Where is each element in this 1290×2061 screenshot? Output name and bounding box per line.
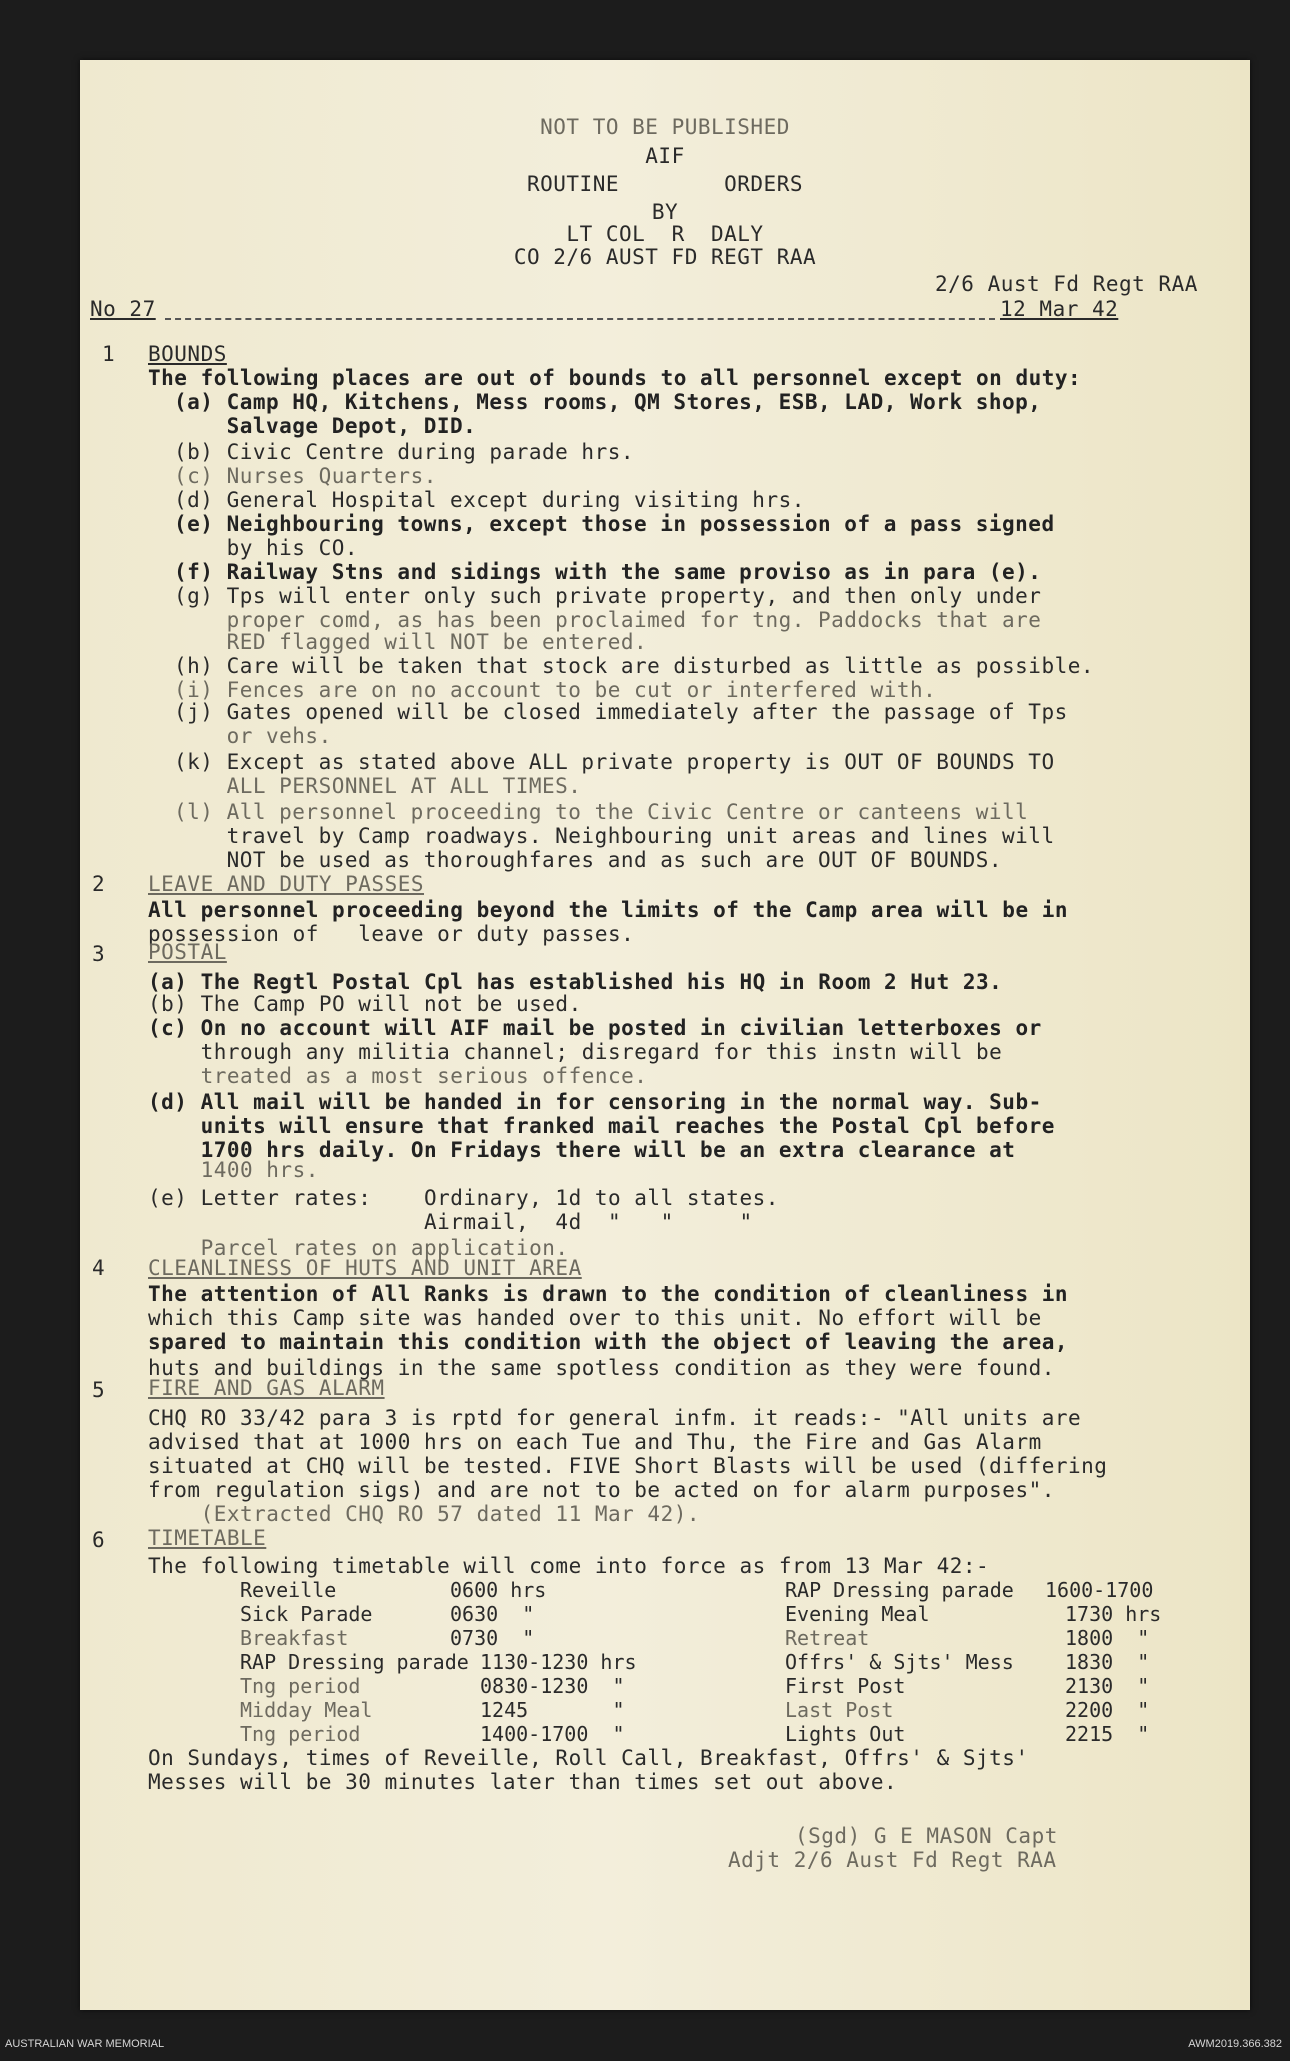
section-3-title: POSTAL <box>148 940 227 964</box>
signature-line-1: (Sgd) G E MASON Capt <box>795 1824 1058 1848</box>
order-number: No 27 <box>90 297 156 321</box>
section-4-l3: spared to maintain this condition with the object of leaving the area, <box>148 1330 1069 1354</box>
section-1-j1: (j) Gates opened will be closed immediately after the passage of Tps <box>174 700 1068 724</box>
section-1-i: (i) Fences are on no account to be cut or interfered with. <box>174 678 937 702</box>
timetable-right-time: 1730 hrs <box>1065 1602 1162 1626</box>
section-1-g1: (g) Tps will enter only such private property, and then only under <box>174 584 1042 608</box>
signature-line-2: Adjt 2/6 Aust Fd Regt RAA <box>728 1848 1057 1872</box>
timetable-right-time: 2200 " <box>1065 1698 1150 1722</box>
section-3-d3: 1700 hrs daily. On Fridays there will be an extra clearance at <box>148 1138 1016 1162</box>
timetable-left-time: 0630 " <box>450 1602 535 1626</box>
section-1-b: (b) Civic Centre during parade hrs. <box>174 440 635 464</box>
section-2-title: LEAVE AND DUTY PASSES <box>148 872 425 896</box>
timetable-right-time: 2215 " <box>1065 1722 1150 1746</box>
section-3-c3: treated as a most serious offence. <box>148 1064 648 1088</box>
section-5-l4: from regulation sigs) and are not to be acted on for alarm purposes". <box>148 1478 1055 1502</box>
document-page <box>80 60 1250 2010</box>
section-4-number: 4 <box>92 1256 106 1280</box>
section-4-title: CLEANLINESS OF HUTS AND UNIT AREA <box>148 1256 582 1280</box>
section-6-number: 6 <box>92 1528 106 1552</box>
timetable-left-name: Tng period <box>240 1674 361 1698</box>
section-2-l2: possession of leave or duty passes. <box>148 922 635 946</box>
section-6-title: TIMETABLE <box>148 1526 267 1550</box>
section-1-f: (f) Railway Stns and sidings with the same proviso as in para (e). <box>174 560 1042 584</box>
timetable-left-name: Midday Meal <box>240 1698 373 1722</box>
section-5-title: FIRE AND GAS ALARM <box>148 1376 385 1400</box>
timetable-right-time: 2130 " <box>1065 1674 1150 1698</box>
section-3-b: (b) The Camp PO will not be used. <box>148 992 582 1016</box>
timetable-left-name: Breakfast <box>240 1626 349 1650</box>
section-1-l3: NOT be used as thoroughfares and as such are OUT OF BOUNDS. <box>174 848 1003 872</box>
timetable-left-time: 1400-1700 " <box>480 1722 625 1746</box>
footer-right: AWM2019.366.382 <box>1188 2038 1282 2050</box>
section-1-a2: Salvage Depot, DID. <box>174 414 477 438</box>
timetable-left-time: 0730 " <box>450 1626 535 1650</box>
timetable-right-name: Retreat <box>785 1626 870 1650</box>
footer-left: AUSTRALIAN WAR MEMORIAL <box>5 2038 165 2050</box>
section-1-e2: by his CO. <box>174 536 359 560</box>
timetable-right-name: Evening Meal <box>785 1602 930 1626</box>
timetable-left-time: 1245 " <box>480 1698 625 1722</box>
timetable-right-name: First Post <box>785 1674 906 1698</box>
timetable-right-time: 1830 " <box>1065 1650 1150 1674</box>
section-5-l5: (Extracted CHQ RO 57 dated 11 Mar 42). <box>148 1502 701 1526</box>
section-5-l3: situated at CHQ will be tested. FIVE Short Blasts will be used (differing <box>148 1454 1108 1478</box>
section-6-sunday-1: On Sundays, times of Reveille, Roll Call, Breakfast, Offrs' & Sjts' <box>148 1746 1029 1770</box>
section-3-d1: (d) All mail will be handed in for censoring in the normal way. Sub- <box>148 1090 1042 1114</box>
section-1-d: (d) General Hospital except during visiting hrs. <box>174 488 805 512</box>
section-3-number: 3 <box>92 942 106 966</box>
section-6-sunday-2: Messes will be 30 minutes later than times set out above. <box>148 1770 898 1794</box>
section-3-e2: Airmail, 4d " " " <box>148 1210 753 1234</box>
timetable-left-time: 1130-1230 hrs <box>480 1650 637 1674</box>
timetable-left-name: RAP Dressing parade <box>240 1650 469 1674</box>
classification-line: NOT TO BE PUBLISHED <box>540 115 790 139</box>
section-5-number: 5 <box>92 1378 106 1402</box>
section-2-l1: All personnel proceeding beyond the limits of the Camp area will be in <box>148 898 1069 922</box>
timetable-left-name: Tng period <box>240 1722 361 1746</box>
section-1-h: (h) Care will be taken that stock are disturbed as little as possible. <box>174 654 1095 678</box>
section-1-title: BOUNDS <box>148 342 227 366</box>
timetable-left-time: 0600 hrs <box>450 1578 547 1602</box>
timetable-right-time: 1600-1700 <box>1045 1578 1154 1602</box>
timetable-right-name: RAP Dressing parade <box>785 1578 1014 1602</box>
section-1-g2: proper comd, as has been proclaimed for tng. Paddocks that are <box>174 608 1042 632</box>
section-1-k2: ALL PERSONNEL AT ALL TIMES. <box>174 774 582 798</box>
by-heading: BY <box>651 200 679 224</box>
section-2-number: 2 <box>92 872 106 896</box>
section-3-d2: units will ensure that franked mail reaches the Postal Cpl before <box>148 1114 1055 1138</box>
section-1-intro: The following places are out of bounds to all personnel except on duty: <box>148 366 1082 390</box>
section-1-l1: (l) All personnel proceeding to the Civic Centre or canteens will <box>174 800 1029 824</box>
section-3-e3: Parcel rates on application. <box>148 1236 569 1260</box>
section-1-g3: RED flagged will NOT be entered. <box>174 630 648 654</box>
timetable-right-name: Offrs' & Sjts' Mess <box>785 1650 1014 1674</box>
section-4-l4: huts and buildings in the same spotless condition as they were found. <box>148 1356 1055 1380</box>
timetable-left-name: Sick Parade <box>240 1602 373 1626</box>
section-3-c2: through any militia channel; disregard for this instn will be <box>148 1040 1003 1064</box>
section-3-a: (a) The Regtl Postal Cpl has established his HQ in Room 2 Hut 23. <box>148 970 1003 994</box>
timetable-left-time: 0830-1230 " <box>480 1674 625 1698</box>
section-1-number: 1 <box>102 342 116 366</box>
section-4-l1: The attention of All Ranks is drawn to the condition of cleanliness in <box>148 1282 1069 1306</box>
section-4-l2: which this Camp site was handed over to this unit. No effort will be <box>148 1306 1042 1330</box>
section-3-c1: (c) On no account will AIF mail be posted in civilian letterboxes or <box>148 1016 1042 1040</box>
unit-heading: CO 2/6 AUST FD REGT RAA <box>513 245 817 269</box>
order-date: 12 Mar 42 <box>1000 297 1119 321</box>
section-1-c: (c) Nurses Quarters. <box>174 464 437 488</box>
unit-right: 2/6 Aust Fd Regt RAA <box>935 272 1198 296</box>
timetable-left-name: Reveille <box>240 1578 337 1602</box>
section-3-e1: (e) Letter rates: Ordinary, 1d to all states. <box>148 1186 779 1210</box>
routine-orders-heading: ROUTINE ORDERS <box>526 172 803 196</box>
section-1-k1: (k) Except as stated above ALL private property is OUT OF BOUNDS TO <box>174 750 1055 774</box>
timetable-right-time: 1800 " <box>1065 1626 1150 1650</box>
section-5-l1: CHQ RO 33/42 para 3 is rptd for general infm. it reads:- "All units are <box>148 1406 1082 1430</box>
section-1-l2: travel by Camp roadways. Neighbouring unit areas and lines will <box>174 824 1055 848</box>
section-1-e1: (e) Neighbouring towns, except those in possession of a pass signed <box>174 512 1055 536</box>
header-rule <box>165 318 995 320</box>
timetable-right-name: Last Post <box>785 1698 894 1722</box>
section-5-l2: advised that at 1000 hrs on each Tue and Thu, the Fire and Gas Alarm <box>148 1430 1042 1454</box>
section-6-intro: The following timetable will come into force as from 13 Mar 42:- <box>148 1554 990 1578</box>
aif-heading: AIF <box>645 144 685 168</box>
commander-heading: LT COL R DALY <box>566 222 764 246</box>
section-1-j2: or vehs. <box>174 724 332 748</box>
section-1-a1: (a) Camp HQ, Kitchens, Mess rooms, QM Stores, ESB, LAD, Work shop, <box>174 390 1042 414</box>
section-3-d4: 1400 hrs. <box>148 1158 319 1182</box>
timetable-right-name: Lights Out <box>785 1722 906 1746</box>
